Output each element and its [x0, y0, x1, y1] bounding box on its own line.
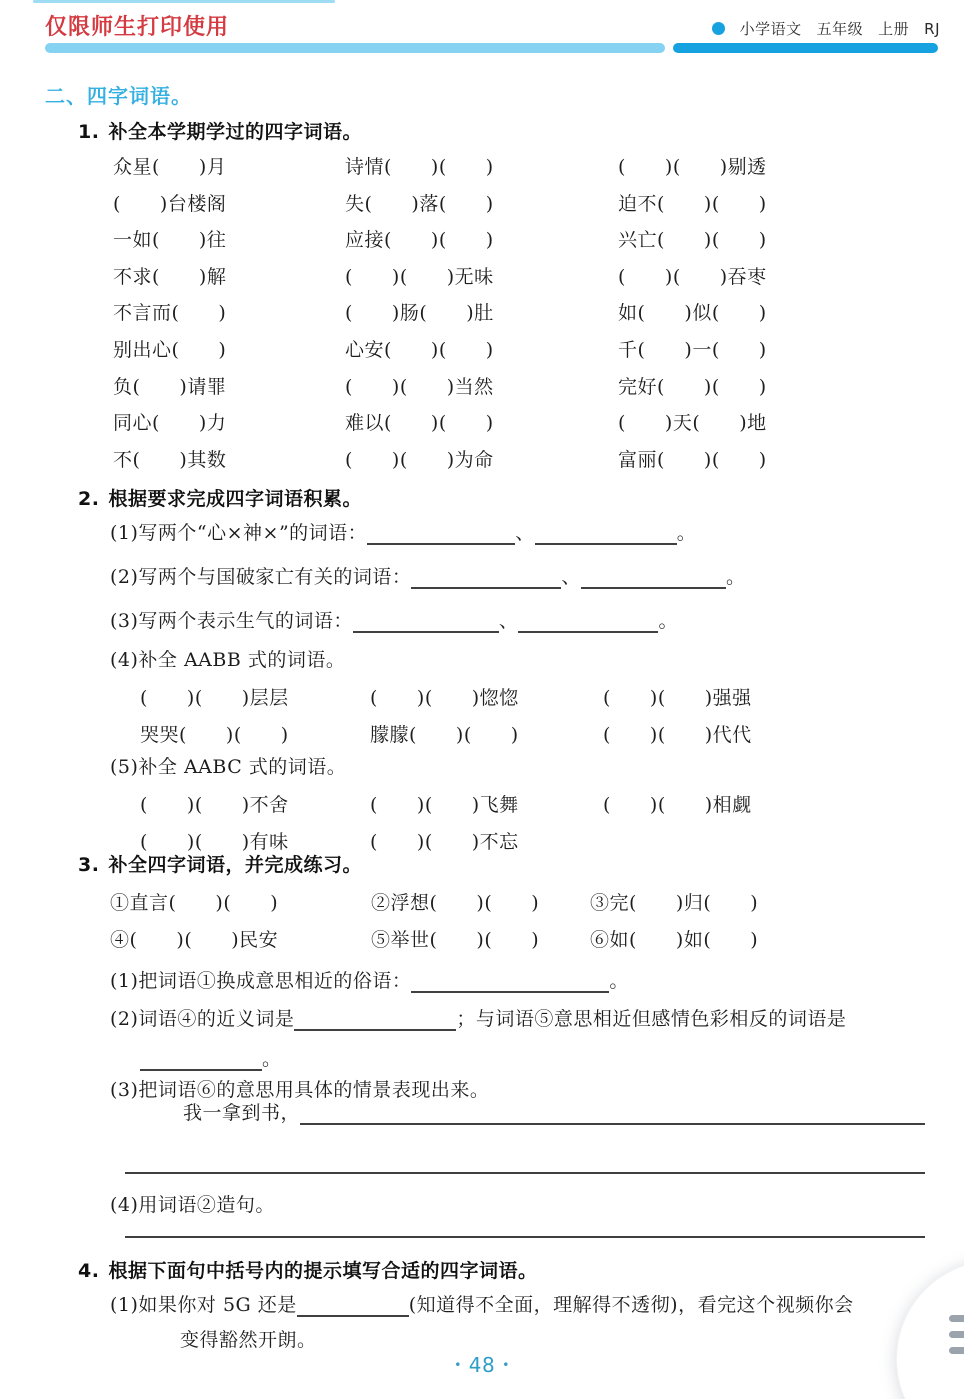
hamburger-icon [949, 1331, 964, 1338]
q4-heading [78, 1256, 537, 1283]
q4-number: 4. [78, 1260, 100, 1282]
q3-sub2 [110, 1004, 846, 1031]
word-item: 心安( )( ) [345, 338, 494, 361]
hamburger-icon [949, 1315, 964, 1322]
word-item: 如( )似( ) [618, 302, 767, 325]
word-item: ⑤举世( )( ) [371, 929, 540, 951]
word-item: ( )( )不舍 [140, 794, 289, 816]
word-item: ( )( )层层 [140, 687, 289, 709]
q2-sub3 [110, 606, 678, 633]
answer-blank [518, 610, 658, 633]
answer-blank [353, 610, 499, 633]
menu-fab-button[interactable] [896, 1260, 964, 1399]
word-item: ( )( )吞枣 [618, 265, 767, 288]
answer-blank [294, 1008, 456, 1031]
word-item: ( )( )强强 [603, 687, 752, 709]
aabb-word-grid [140, 680, 930, 753]
q2-sub1-label: (1)写两个“心×神×”的词语： [110, 522, 368, 544]
q3-number: 3. [78, 854, 100, 876]
q3-sub2-pre: (2)词语④的近义词是 [110, 1008, 295, 1030]
q2-sub3-label: (3)写两个表示生气的词语： [110, 610, 353, 632]
q3-sub4-label: (4)用词语②造句。 [110, 1194, 275, 1216]
word-item: ②浮想( )( ) [371, 892, 540, 914]
q3-sub2-continuation [140, 1044, 282, 1071]
q2-sub1 [110, 518, 696, 545]
q1-title: 补全本学期学过的四字词语。 [108, 121, 362, 143]
word-item: ( )( )当然 [345, 375, 494, 398]
q4-sub1-line2: 变得豁然开朗。 [180, 1329, 317, 1351]
book-grade: 五年级 [816, 20, 864, 38]
word-item: ③完( )归( ) [590, 892, 759, 914]
q3-heading [78, 850, 362, 877]
q2-number: 2. [78, 488, 100, 510]
answer-blank [535, 522, 677, 545]
word-item: ⑥如( )如( ) [590, 929, 759, 951]
print-restriction-notice: 仅限师生打印使用 [45, 15, 230, 40]
book-volume: 上册 [878, 20, 910, 38]
answer-blank [297, 1294, 409, 1317]
header-bar-dark [673, 43, 938, 53]
book-edition: RJ [924, 19, 940, 38]
footer-page: 48 [468, 1353, 496, 1377]
word-item: ( )台楼阁 [113, 192, 227, 215]
q3-sub3-prompt-row [183, 1098, 925, 1125]
word-item: ④( )( )民安 [110, 929, 279, 951]
separator: 、 [515, 522, 535, 544]
word-item: 别出心( ) [113, 338, 227, 361]
q4-sub1-pre: (1)如果你对 5G 还是 [110, 1294, 297, 1316]
word-item: ( )肠( )肚 [345, 302, 494, 325]
word-item: 应接( )( ) [345, 229, 494, 252]
answer-blank [367, 522, 515, 545]
word-item: 哭哭( )( ) [140, 723, 289, 746]
word-item: 不( )其数 [113, 448, 227, 471]
q2-sub5-label: (5)补全 AABC 式的词语。 [110, 756, 347, 778]
word-item: 同心( )力 [113, 412, 227, 435]
answer-line [125, 1172, 925, 1174]
word-item: ( )( )不忘 [370, 830, 519, 853]
footer-bullet: • [502, 1358, 510, 1372]
word-item: ( )( )相觑 [603, 794, 752, 816]
q2-sub2 [110, 562, 745, 589]
word-item: ( )( )惚惚 [370, 687, 519, 709]
page-number [0, 1353, 964, 1377]
q3-sub3-prompt: 我一拿到书， [183, 1102, 301, 1124]
answer-blank [581, 566, 726, 589]
q4-title: 根据下面句中括号内的提示填写合适的四字词语。 [108, 1260, 538, 1282]
footer-bullet: • [454, 1358, 462, 1372]
q1-word-grid [113, 149, 943, 478]
q4-sub1 [110, 1290, 854, 1317]
q3-sub1-label: (1)把词语①换成意思相近的俗语： [110, 970, 412, 992]
separator: 、 [498, 610, 519, 632]
top-edge-line [33, 0, 335, 3]
answer-blank [411, 970, 609, 993]
separator: 、 [561, 566, 581, 588]
q3-sub3-label: (3)把词语⑥的意思用具体的情景表现出来。 [110, 1079, 490, 1101]
q2-heading [78, 484, 362, 511]
q3-sub2-mid: ；与词语⑤意思相近但感情色彩相反的词语是 [456, 1008, 847, 1030]
period: 。 [658, 610, 678, 632]
word-item: ①直言( )( ) [110, 892, 279, 914]
word-item: 兴亡( )( ) [618, 229, 767, 252]
word-item: ( )( )有味 [140, 830, 289, 853]
word-item: ( )( )飞舞 [370, 794, 519, 816]
book-info [712, 18, 940, 39]
q1-number: 1. [78, 121, 100, 143]
period: 。 [609, 970, 629, 992]
header-bar-light [45, 43, 665, 53]
word-item: ( )( )为命 [345, 448, 494, 471]
word-item: 失( )落( ) [345, 192, 494, 215]
word-item: 不求( )解 [113, 265, 227, 288]
word-item: ( )天( )地 [618, 412, 767, 435]
answer-blank [411, 566, 561, 589]
word-item: 迫不( )( ) [618, 192, 767, 215]
period: 。 [725, 566, 746, 588]
word-item: 不言而( ) [113, 302, 227, 325]
answer-blank [300, 1102, 925, 1125]
q2-sub2-label: (2)写两个与国破家亡有关的词语： [110, 566, 412, 588]
word-item [603, 824, 930, 861]
word-item: 众星( )月 [113, 156, 227, 178]
word-item: 负( )请罪 [113, 375, 227, 398]
answer-line [125, 1236, 925, 1238]
q3-word-grid [110, 885, 930, 959]
period: 。 [262, 1048, 282, 1070]
word-item: ( )( )代代 [603, 723, 752, 746]
section-title: 二、四字词语。 [45, 84, 192, 108]
q3-title: 补全四字词语，并完成练习。 [108, 854, 362, 876]
q4-sub1-post: (知道得不全面，理解得不透彻)，看完这个视频你会 [408, 1294, 854, 1316]
word-item: ( )( )剔透 [618, 156, 767, 178]
hamburger-icon [949, 1347, 964, 1354]
word-item: 完好( )( ) [618, 375, 767, 398]
q2-sub4-label: (4)补全 AABB 式的词语。 [110, 649, 346, 671]
answer-blank [140, 1048, 262, 1071]
word-item: 诗情( )( ) [345, 156, 494, 178]
book-subject: 小学语文 [739, 20, 802, 38]
q2-title: 根据要求完成四字词语积累。 [108, 488, 362, 510]
dot-icon [712, 22, 725, 35]
q1-heading [78, 117, 362, 144]
q3-sub1 [110, 966, 629, 993]
word-item: 富丽( )( ) [618, 448, 767, 471]
word-item: 朦朦( )( ) [370, 723, 519, 746]
word-item: 难以( )( ) [345, 412, 494, 435]
word-item: ( )( )无味 [345, 265, 494, 288]
word-item: 千( )一( ) [618, 338, 767, 361]
period: 。 [676, 522, 697, 544]
word-item: 一如( )往 [113, 229, 227, 252]
